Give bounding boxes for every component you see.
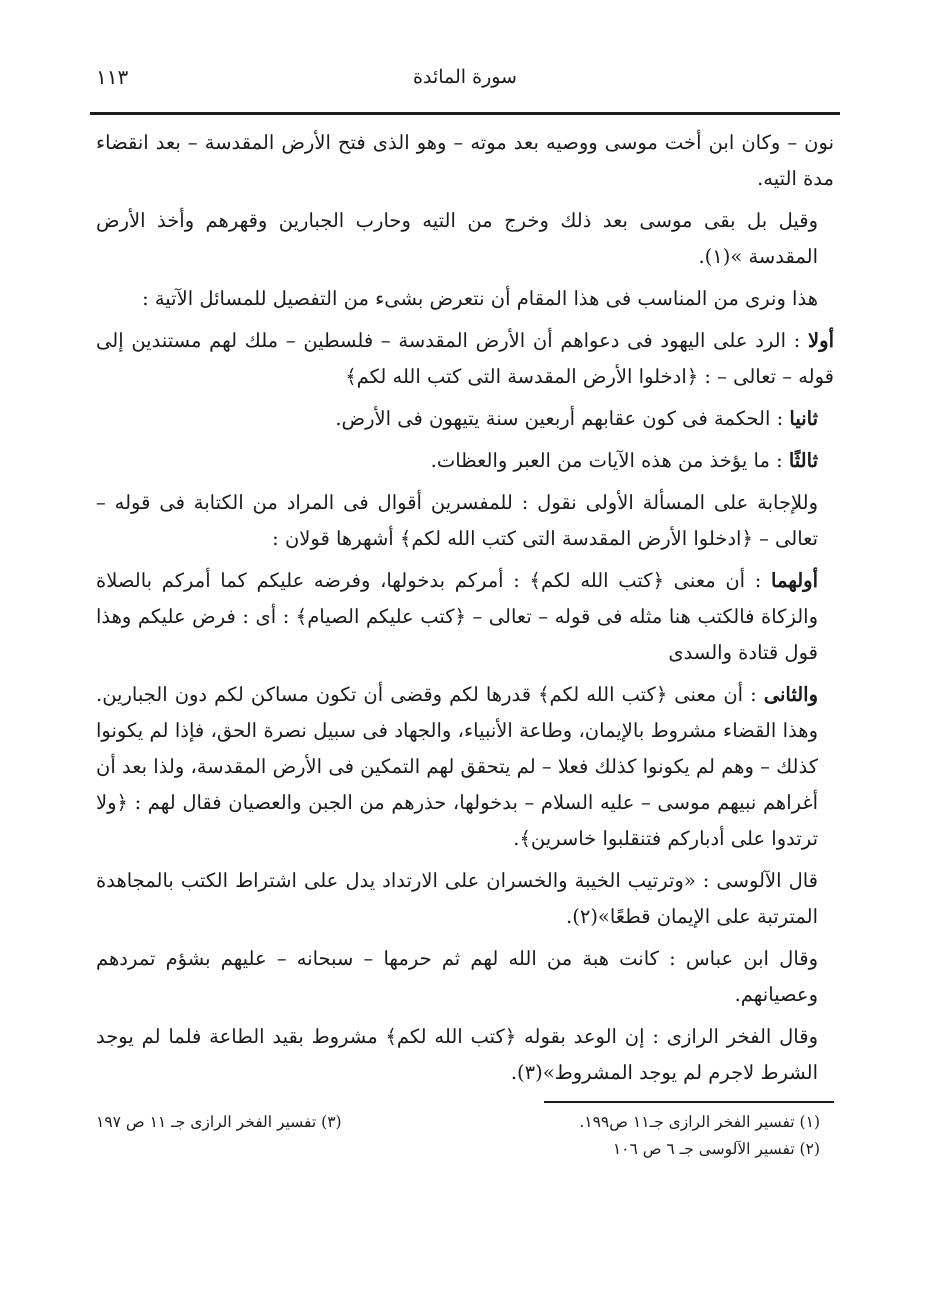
footnote-rule	[544, 1101, 834, 1103]
footnote-2: (٢) تفسير الآلوسى جـ ٦ ص ١٠٦	[612, 1140, 820, 1158]
paragraph-2: وقيل بل بقى موسى بعد ذلك وخرج من التيه وحارب الجبارين وقهرهم وأخذ الأرض المقدسة »(١).	[96, 209, 818, 268]
answer-2-label: والثانى	[763, 683, 818, 706]
question-1-text: : الرد على اليهود فى دعواهم أن الأرض المقدسة – فلسطين – ملك لهم مستندين إلى قوله – تعالى – : ﴿ادخلوا الأرض المقدسة التى كتب الله لكم﴾	[96, 329, 834, 388]
paragraph-7: وقال الفخر الرازى : إن الوعد بقوله ﴿كتب الله لكم﴾ مشروط بقيد الطاعة فلما لم يوجد الشرط لاجرم لم يوجد المشروط»(٣).	[96, 1025, 818, 1084]
page-header	[96, 58, 834, 96]
paragraph-3: هذا ونرى من المناسب فى هذا المقام أن نتعرض بشىء من التفصيل للمسائل الآتية :	[142, 287, 818, 310]
question-2-text: : الحكمة فى كون عقابهم أربعين سنة يتيهون فى الأرض.	[335, 407, 790, 430]
footnote-1: (١) تفسير الفخر الرازى جـ١١ ص١٩٩.	[579, 1113, 820, 1131]
question-3-label: ثالثًا	[788, 449, 818, 472]
main-text	[96, 125, 834, 1091]
question-3	[96, 443, 834, 479]
footnote-3: (٣) تفسير الفخر الرازى جـ ١١ ص ١٩٧	[96, 1113, 342, 1131]
paragraph-6: وقال ابن عباس : كانت هبة من الله لهم ثم حرمها – سبحانه – عليهم بشؤم تمردهم وعصيانهم.	[96, 947, 818, 1006]
answer-1	[96, 563, 834, 671]
question-2	[96, 401, 834, 437]
answer-1-label: أولهما	[771, 569, 818, 592]
paragraph-4: وللإجابة على المسألة الأولى نقول : للمفسرين أقوال فى المراد من الكتابة فى قوله – تعالى – ﴿ادخلوا الأرض المقدسة التى كتب الله لكم﴾ أشهرها قولان :	[96, 491, 818, 550]
answer-1-text: : أن معنى ﴿كتب الله لكم﴾ : أمركم بدخولها، وفرضه عليكم كما أمركم بالصلاة والزكاة فالكتب هنا مثله فى قوله – تعالى – ﴿كتب عليكم الصيام﴾ : أى : فرض عليكم وهذا قول قتادة والسدى	[96, 569, 818, 664]
question-3-text: : ما يؤخذ من هذه الآيات من العبر والعظات.	[430, 449, 789, 472]
question-1	[96, 323, 834, 395]
page-number: ١١٣	[96, 65, 129, 89]
answer-2	[96, 677, 834, 857]
paragraph-5: قال الآلوسى : «وترتيب الخيبة والخسران على الارتداد يدل على اشتراط الكتب بالمجاهدة المترتبة على الإيمان قطعًا»(٢).	[96, 869, 818, 928]
footnotes	[96, 1109, 834, 1163]
footnotes-left	[96, 1109, 342, 1163]
running-title: سورة المائدة	[413, 66, 517, 88]
question-2-label: ثانيا	[789, 407, 818, 430]
footnotes-right	[579, 1109, 820, 1163]
header-rule	[90, 112, 840, 115]
answer-2-text: : أن معنى ﴿كتب الله لكم﴾ قدرها لكم وقضى أن تكون مساكن لكم دون الجبارين. وهذا القضاء مشروط بالإيمان، وطاعة الأنبياء، والجهاد فى سبيل نصرة الحق، فإذا لم يكونوا كذلك – وهم لم يكونوا كذلك فعلا – لم يتحقق لهم التمكين فى الأرض المقدسة، ولذا بعد أن أغراهم نبيهم موسى – عليه السلام – بدخولها، حذرهم من الجبن والعصيان فقال لهم : ﴿ولا ترتدوا على أدباركم فتنقلبوا خاسرين﴾.	[96, 683, 818, 850]
question-1-label: أولا	[808, 329, 834, 352]
paragraph-1: نون – وكان ابن أخت موسى ووصيه بعد موته – وهو الذى فتح الأرض المقدسة – بعد انقضاء مدة التيه.	[96, 131, 834, 190]
